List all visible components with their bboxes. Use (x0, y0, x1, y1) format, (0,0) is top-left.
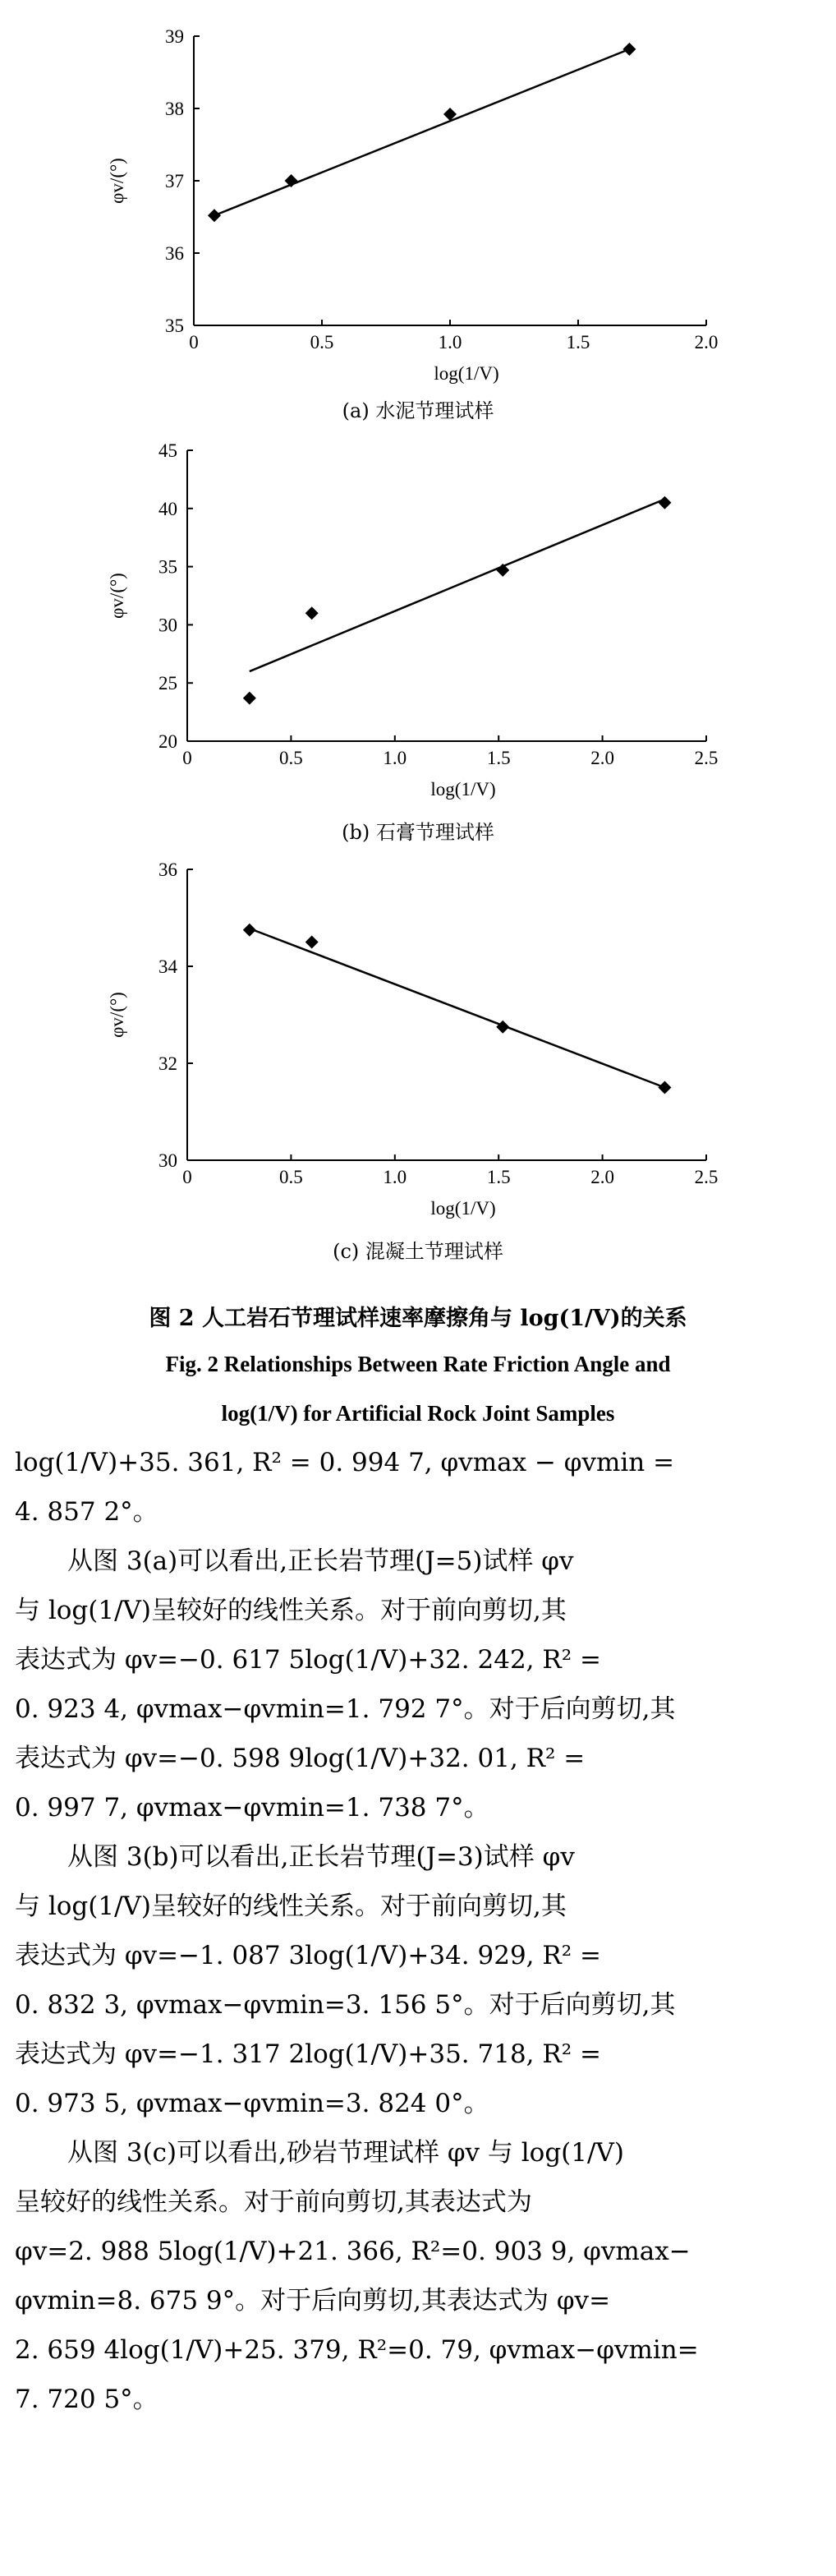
data-point (208, 209, 221, 222)
sub-caption-b: (b) 石膏节理试样 (342, 821, 494, 844)
y-tick-label: 37 (165, 171, 184, 191)
data-point (658, 1081, 671, 1094)
x-tick-label: 0.5 (279, 1167, 303, 1187)
x-tick-label: 2.5 (694, 1167, 719, 1187)
sub-caption-c: (c) 混凝土节理试样 (333, 1240, 503, 1263)
x-tick-label: 2.0 (694, 332, 719, 353)
x-tick-label: 1.5 (566, 332, 590, 353)
y-tick-label: 35 (165, 316, 184, 336)
x-axis-title: log(1/V) (430, 1198, 496, 1219)
chart-b (0, 435, 836, 822)
x-tick-label: 0.5 (279, 748, 303, 768)
body-line: 0. 997 7, φvmax−φvmin=1. 738 7°。 (15, 1793, 489, 1823)
body-line: 从图 3(a)可以看出,正长岩节理(J=5)试样 φv (67, 1546, 574, 1576)
y-tick-label: 36 (165, 243, 184, 264)
x-axis-title: log(1/V) (430, 779, 496, 800)
x-tick-label: 1.0 (438, 332, 462, 353)
y-axis-title: φv/(°) (107, 573, 127, 619)
fit-line (214, 49, 629, 215)
data-point (305, 606, 319, 620)
y-tick-label: 34 (158, 956, 177, 977)
body-line: 表达式为 φv=−0. 617 5log(1/V)+32. 242, R² = (15, 1645, 601, 1675)
x-axis-title: log(1/V) (434, 363, 499, 384)
body-line: 表达式为 φv=−0. 598 9log(1/V)+32. 01, R² = (15, 1744, 586, 1773)
x-tick-label: 1.0 (383, 1167, 407, 1187)
figure-a (0, 0, 836, 435)
body-line: 4. 857 2°。 (15, 1497, 158, 1527)
y-tick-label: 39 (165, 26, 184, 47)
y-axis-title: φv/(°) (107, 992, 127, 1038)
chart-c (0, 855, 836, 1241)
y-tick-label: 45 (158, 440, 177, 461)
x-tick-label: 0 (182, 1167, 192, 1187)
y-tick-label: 40 (158, 498, 177, 519)
x-tick-label: 0.5 (310, 332, 334, 353)
body-line: 2. 659 4log(1/V)+25. 379, R²=0. 79, φvmax−φvmin= (15, 2335, 699, 2365)
body-line: 与 log(1/V)呈较好的线性关系。对于前向剪切,其 (15, 1892, 567, 1921)
data-point (305, 936, 319, 949)
y-tick-label: 30 (158, 1150, 177, 1171)
y-tick-label: 38 (165, 99, 184, 119)
data-point (285, 174, 298, 187)
x-tick-label: 1.5 (486, 748, 511, 768)
figure-caption-en-line2: log(1/V) for Artificial Rock Joint Samples (221, 1401, 615, 1426)
y-tick-label: 20 (158, 731, 177, 752)
x-tick-label: 2.0 (590, 748, 614, 768)
body-line: φvmin=8. 675 9°。对于后向剪切,其表达式为 φv= (15, 2286, 611, 2316)
x-tick-label: 2.0 (590, 1167, 614, 1187)
y-tick-label: 32 (158, 1053, 177, 1074)
figure-caption-en-line1: Fig. 2 Relationships Between Rate Friction Angle and (165, 1352, 671, 1376)
y-axis-title: φv/(°) (107, 158, 127, 204)
data-point (622, 43, 636, 56)
body-line: 从图 3(c)可以看出,砂岩节理试样 φv 与 log(1/V) (67, 2138, 624, 2168)
y-tick-label: 30 (158, 615, 177, 636)
body-line: 从图 3(b)可以看出,正长岩节理(J=3)试样 φv (67, 1842, 575, 1872)
body-line: log(1/V)+35. 361, R² = 0. 994 7, φvmax − φvmin = (15, 1448, 675, 1477)
body-line: 7. 720 5°。 (15, 2385, 158, 2414)
body-line: 呈较好的线性关系。对于前向剪切,其表达式为 (15, 2187, 532, 2217)
y-tick-label: 25 (158, 673, 177, 694)
body-line: 与 log(1/V)呈较好的线性关系。对于前向剪切,其 (15, 1596, 567, 1625)
figure-c (0, 855, 836, 1274)
y-tick-label: 36 (158, 859, 177, 880)
data-point (243, 692, 256, 705)
body-line: 0. 832 3, φvmax−φvmin=3. 156 5°。对于后向剪切,其 (15, 1990, 676, 2020)
x-tick-label: 1.5 (486, 1167, 511, 1187)
x-tick-label: 2.5 (694, 748, 719, 768)
body-line: 表达式为 φv=−1. 317 2log(1/V)+35. 718, R² = (15, 2039, 601, 2069)
y-tick-label: 35 (158, 556, 177, 578)
body-line: φv=2. 988 5log(1/V)+21. 366, R²=0. 903 9, φvmax− (15, 2237, 691, 2266)
sub-caption-a: (a) 水泥节理试样 (342, 399, 494, 422)
body-line: 表达式为 φv=−1. 087 3log(1/V)+34. 929, R² = (15, 1941, 601, 1970)
figure-caption-cn: 图 2 人工岩石节理试样速率摩擦角与 log(1/V)的关系 (149, 1306, 687, 1331)
x-tick-label: 0 (182, 748, 192, 768)
x-tick-label: 0 (189, 332, 199, 353)
body-text (15, 1438, 805, 2424)
figure-b (0, 435, 836, 855)
data-point (243, 924, 256, 937)
chart-a (0, 0, 836, 386)
fit-line (250, 929, 665, 1088)
fit-line (250, 499, 665, 671)
data-point (658, 496, 671, 509)
body-line: 0. 923 4, φvmax−φvmin=1. 792 7°。对于后向剪切,其 (15, 1694, 676, 1724)
x-tick-label: 1.0 (383, 748, 407, 768)
body-line: 0. 973 5, φvmax−φvmin=3. 824 0°。 (15, 2089, 489, 2118)
data-point (496, 1021, 509, 1034)
data-point (496, 564, 509, 577)
